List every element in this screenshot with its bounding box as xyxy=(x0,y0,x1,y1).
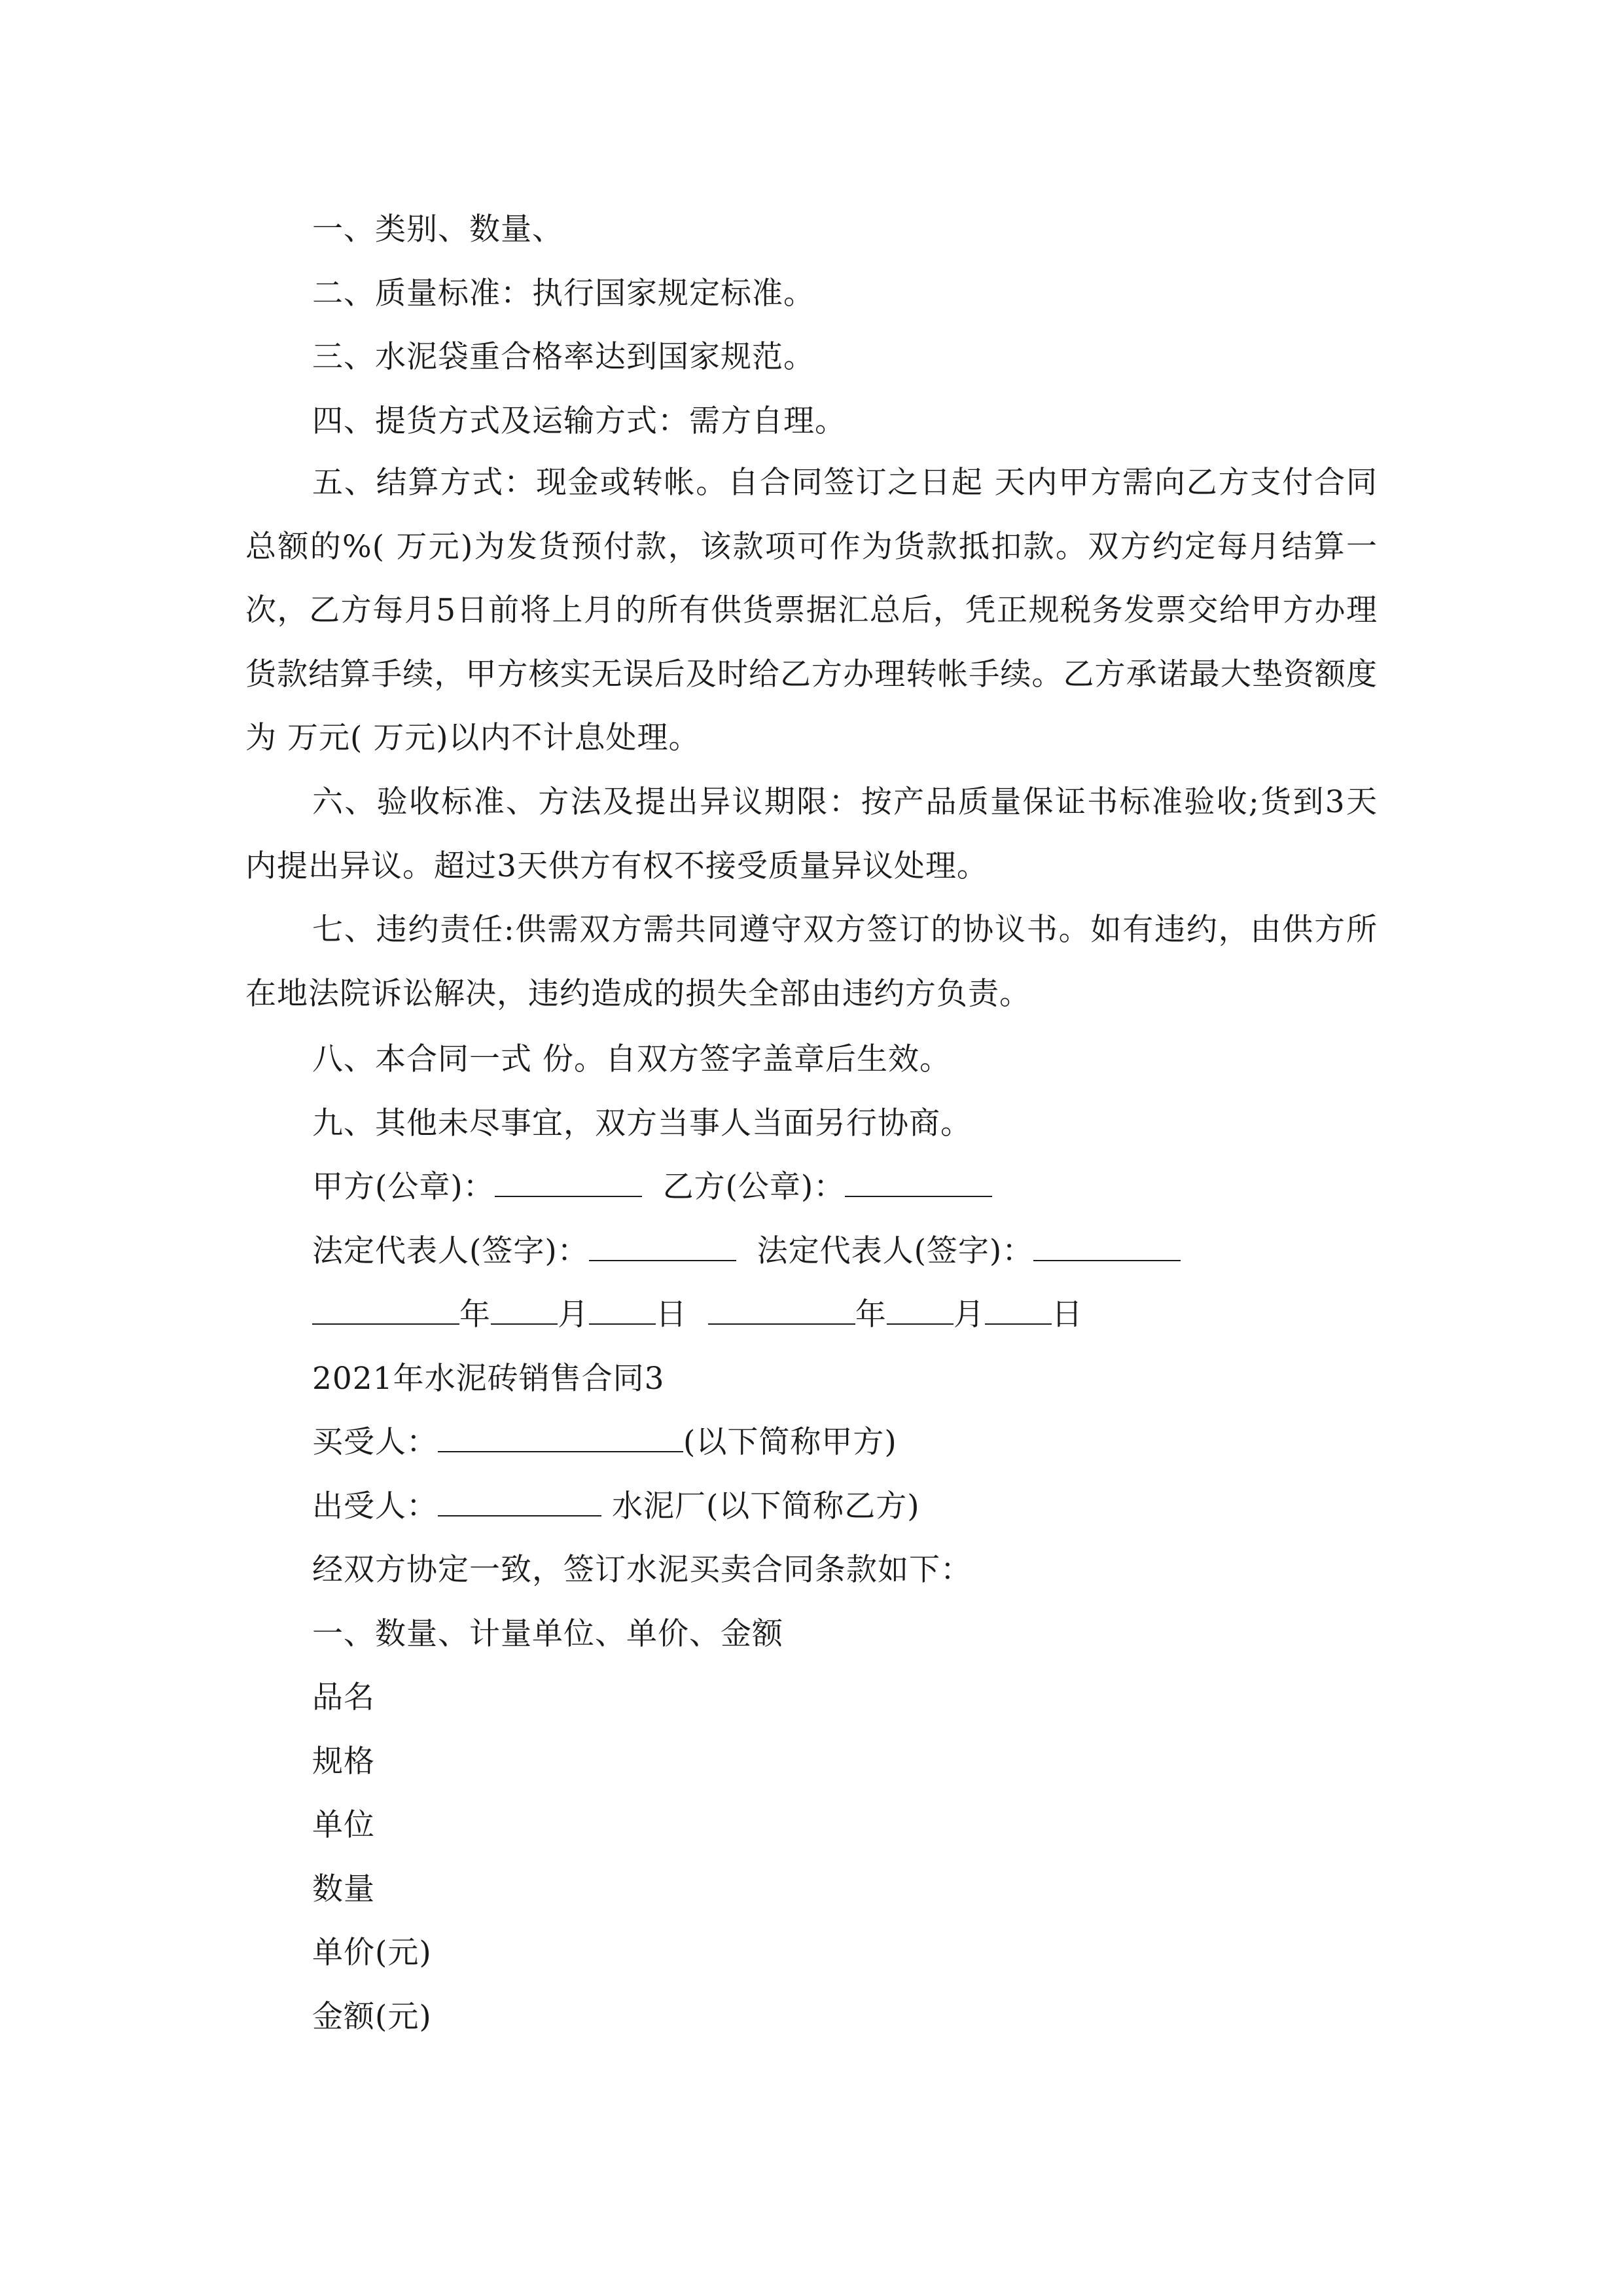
seller-row xyxy=(312,1488,920,1525)
clause-5: 五、结算方式：现金或转帐。自合同签订之日起 天内甲方需向乙方支付合同总额的%( 万元)为发货预付款，该款项可作为货款抵扣款。双方约定每月结算一次，乙方每月5日前将上月的所有供货票据汇总后，凭正规税务发票交给甲方办理货款结算手续，甲方核实无误后及时给乙方办理转帐手续。乙方承诺最大垫资额度为 万元( 万元)以内不计息处理。 xyxy=(245,465,1378,756)
party-a-seal-blank[interactable] xyxy=(495,1170,642,1197)
clause-8: 八、本合同一式 份。自双方签字盖章后生效。 xyxy=(312,1041,951,1077)
day-label: 日 xyxy=(656,1297,687,1333)
representative-row xyxy=(312,1233,1181,1270)
buyer-blank[interactable] xyxy=(438,1425,683,1452)
field-amount: 金额(元) xyxy=(312,1999,432,2035)
party-a-seal-label: 甲方(公章)： xyxy=(312,1169,495,1205)
seller-blank[interactable] xyxy=(438,1489,601,1516)
field-unit-price: 单价(元) xyxy=(312,1935,432,1971)
date-row xyxy=(312,1297,1083,1333)
clause-3: 三、水泥袋重合格率达到国家规范。 xyxy=(312,339,815,375)
party-a-rep-label: 法定代表人(签字)： xyxy=(312,1233,589,1269)
buyer-suffix: (以下简称甲方) xyxy=(683,1424,897,1460)
contract-intro: 经双方协定一致，签订水泥买卖合同条款如下： xyxy=(312,1552,972,1588)
party-a-rep-blank[interactable] xyxy=(589,1234,736,1261)
clause-6: 六、验收标准、方法及提出异议期限：按产品质量保证书标准验收;货到3天内提出异议。超过3天供方有权不接受质量异议处理。 xyxy=(245,784,1378,884)
field-unit: 单位 xyxy=(312,1807,375,1843)
clause-1: 一、类别、数量、 xyxy=(312,211,563,247)
party-b-seal-blank[interactable] xyxy=(845,1170,992,1197)
month-label: 月 xyxy=(953,1297,985,1333)
date-a-month-blank[interactable] xyxy=(491,1297,558,1325)
clause-9: 九、其他未尽事宜，双方当事人当面另行协商。 xyxy=(312,1105,972,1141)
contract-title: 2021年水泥砖销售合同3 xyxy=(312,1361,665,1397)
section-1-heading: 一、数量、计量单位、单价、金额 xyxy=(312,1616,783,1652)
year-label: 年 xyxy=(855,1297,887,1333)
seal-row xyxy=(312,1169,992,1206)
day-label: 日 xyxy=(1051,1297,1083,1333)
buyer-row xyxy=(312,1424,897,1461)
seller-suffix: 水泥厂(以下简称乙方) xyxy=(601,1488,920,1524)
date-a-year-blank[interactable] xyxy=(312,1297,459,1325)
clause-2: 二、质量标准：执行国家规定标准。 xyxy=(312,276,815,312)
clause-4: 四、提货方式及运输方式：需方自理。 xyxy=(312,403,846,439)
date-a-day-blank[interactable] xyxy=(589,1297,656,1325)
date-b-month-blank[interactable] xyxy=(887,1297,954,1325)
year-label: 年 xyxy=(459,1297,491,1333)
party-b-rep-label: 法定代表人(签字)： xyxy=(757,1233,1034,1269)
party-b-seal-label: 乙方(公章)： xyxy=(662,1169,846,1205)
date-b-day-blank[interactable] xyxy=(985,1297,1052,1325)
field-quantity: 数量 xyxy=(312,1871,375,1907)
seller-label: 出受人： xyxy=(312,1488,438,1524)
party-b-rep-blank[interactable] xyxy=(1033,1234,1181,1261)
month-label: 月 xyxy=(558,1297,589,1333)
buyer-label: 买受人： xyxy=(312,1424,438,1460)
date-b-year-blank[interactable] xyxy=(708,1297,855,1325)
field-product-name: 品名 xyxy=(312,1679,375,1715)
clause-7: 七、违约责任:供需双方需共同遵守双方签订的协议书。如有违约，由供方所在地法院诉讼解决，违约造成的损失全部由违约方负责。 xyxy=(245,912,1378,1012)
field-spec: 规格 xyxy=(312,1744,375,1780)
